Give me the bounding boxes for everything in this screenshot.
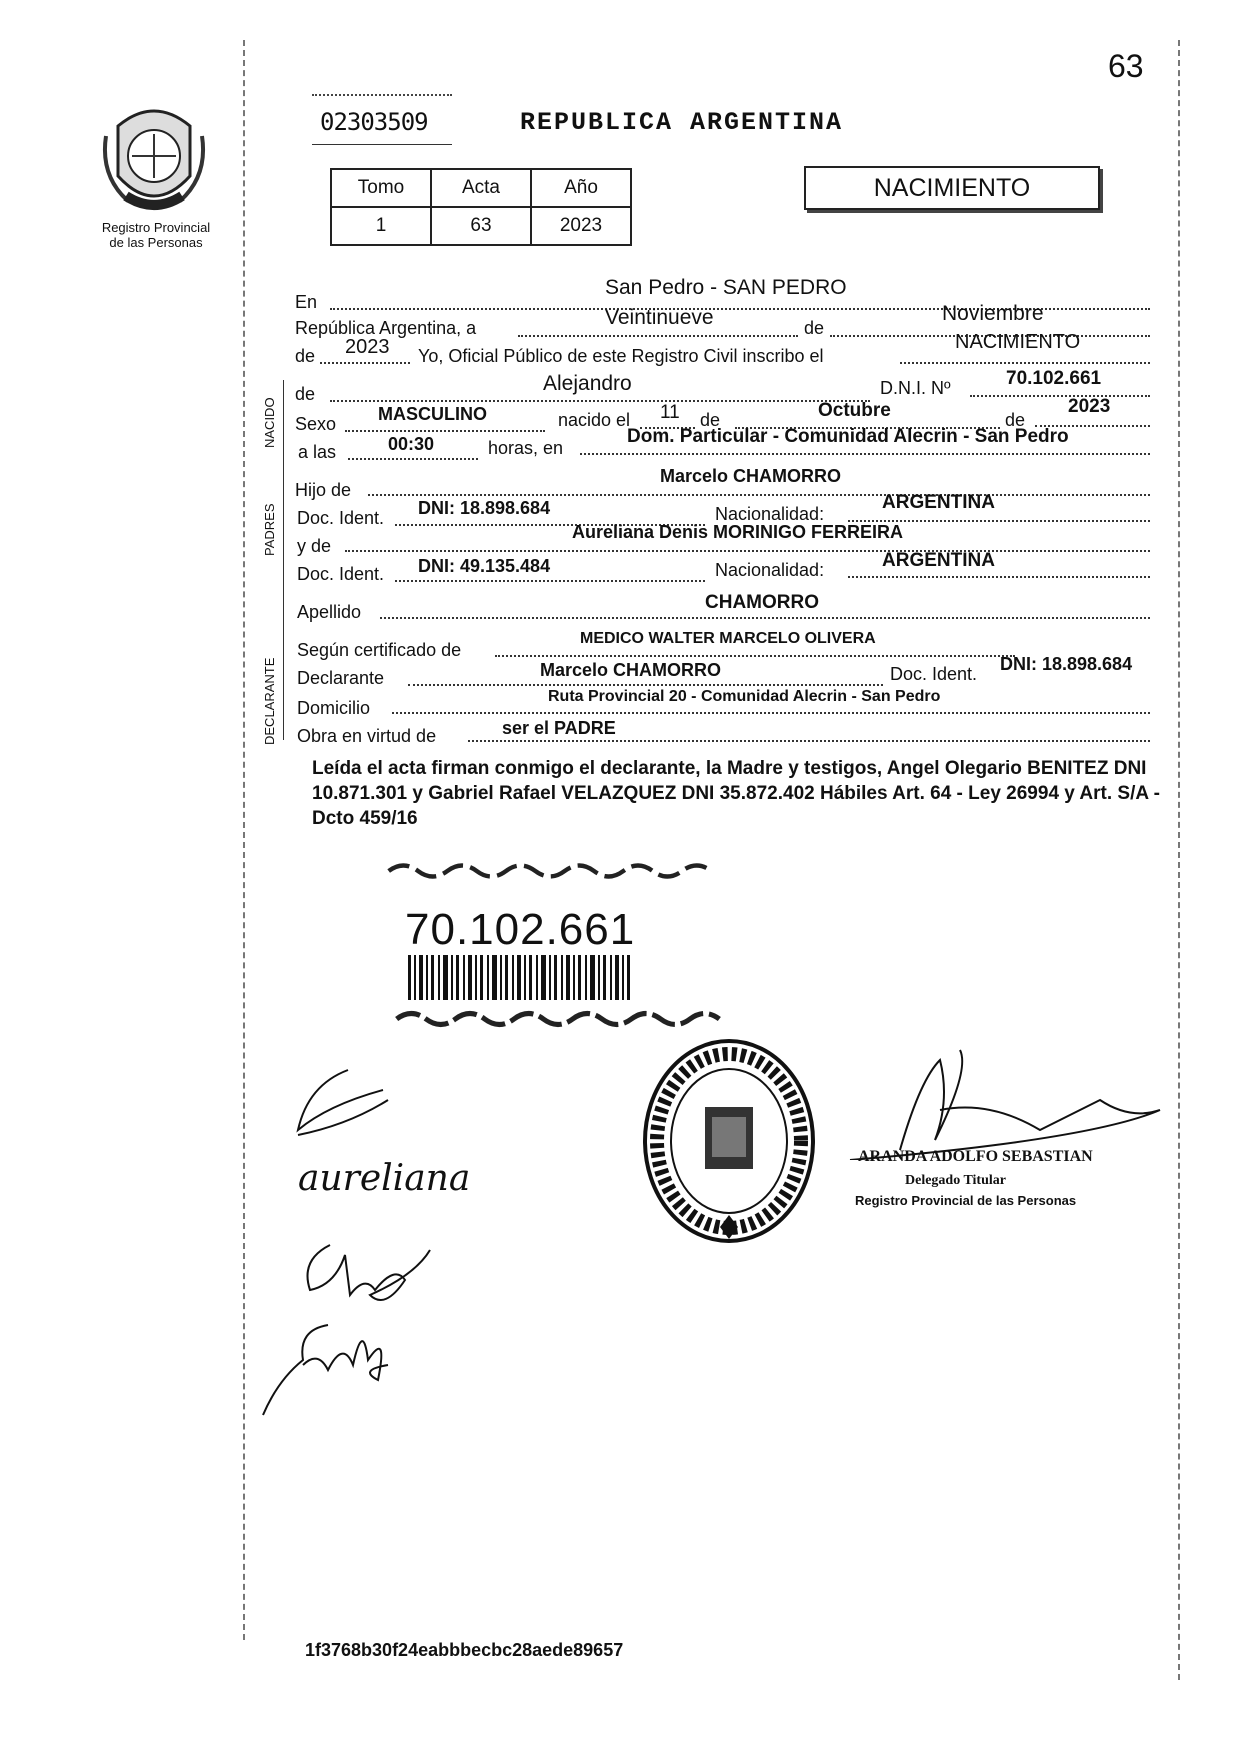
dotted-line [900, 362, 1150, 364]
page-number: 63 [1108, 48, 1144, 84]
witness-signature-1 [295, 1235, 435, 1315]
de-label: de [804, 318, 825, 338]
domicile-value: Ruta Provincial 20 - Comunidad Alecrin - San Pedro [548, 688, 941, 705]
dotted-line [380, 617, 1150, 619]
dotted-line [320, 362, 410, 364]
closing-statement: Leída el acta firman conmigo el declarante, la Madre y testigos, Angel Olegario BENITEZ DNI 10.871.301 y Gabriel Rafael VELAZQUEZ DNI 35.872.402 Hábiles Art. 64 - Ley 26994 y Art. S/A - Dcto 459/16 [312, 758, 1161, 829]
declarante-label: Declarante [297, 668, 385, 688]
doc-ident-label: Doc. Ident. [297, 564, 385, 584]
dotted-line [368, 494, 1150, 496]
doc-ident-label: Doc. Ident. [890, 664, 978, 684]
header-acta: Acta [431, 169, 531, 207]
birth-time-value: 00:30 [388, 434, 435, 454]
side-label-padres: PADRES [262, 503, 277, 556]
obra-label: Obra en virtud de [297, 726, 437, 746]
de-label: de [1005, 410, 1026, 430]
declarant-name-value: Marcelo CHAMORRO [540, 660, 722, 680]
birth-month-value: Octubre [818, 400, 891, 421]
certificado-label: Según certificado de [297, 640, 462, 660]
alas-label: a las [298, 442, 337, 462]
father-nationality-value: ARGENTINA [882, 492, 995, 513]
header-tomo: Tomo [331, 169, 431, 207]
dotted-line [408, 684, 883, 686]
sexo-value: MASCULINO [378, 404, 487, 424]
declarant-dni-value: DNI: 18.898.684 [1000, 654, 1133, 674]
nacido-label: nacido el [558, 410, 631, 430]
dotted-line [392, 712, 1150, 714]
birth-place-value: Dom. Particular - Comunidad Alecrin - San Pedro [627, 426, 1069, 447]
officer-role: Delegado Titular [905, 1173, 1006, 1188]
value-acta: 63 [431, 207, 531, 245]
dotted-line [345, 550, 1150, 552]
dotted-line [348, 458, 478, 460]
father-name-value: Marcelo CHAMORRO [660, 466, 842, 486]
birth-day-value: 11 [660, 402, 680, 423]
apellido-value: CHAMORRO [705, 592, 819, 613]
child-dni-value: 70.102.661 [1006, 368, 1102, 389]
barcode-icon [408, 955, 633, 1000]
table-header-row [331, 169, 631, 207]
dotted-line [345, 430, 545, 432]
serial-decoration [312, 94, 452, 96]
security-wave-bottom [338, 1008, 778, 1030]
obra-value: ser el PADRE [502, 718, 616, 738]
de-label: de [295, 346, 316, 366]
big-dni-number: 70.102.661 [405, 905, 636, 954]
yo-oficial-text: Yo, Oficial Público de este Registro Civil inscribo el [418, 346, 824, 366]
document-hash: 1f3768b30f24eabbbecbc28aede89657 [305, 1640, 624, 1660]
side-label-nacido: NACIDO [262, 397, 277, 448]
sexo-label: Sexo [295, 414, 337, 434]
father-dni-value: DNI: 18.898.684 [418, 498, 551, 518]
officer-name: ARANDA ADOLFO SEBASTIAN [858, 1148, 1093, 1165]
domicilio-label: Domicilio [297, 698, 371, 718]
doc-ident-label: Doc. Ident. [297, 508, 385, 528]
declarant-signature [288, 1065, 398, 1145]
serial-number: 02303509 [320, 108, 428, 136]
month-value: Noviembre [942, 302, 1044, 325]
mother-dni-value: DNI: 49.135.484 [418, 556, 551, 576]
horas-label: horas, en [488, 438, 564, 458]
table-value-row [331, 207, 631, 245]
republica-label: República Argentina, a [295, 318, 477, 338]
dotted-line [495, 655, 1015, 657]
event-value: NACIMIENTO [955, 331, 1081, 353]
dotted-line [580, 453, 1150, 455]
registry-logo-label: Registro Provincial de las Personas [101, 220, 211, 250]
nacionalidad-label: Nacionalidad: [715, 560, 825, 580]
dotted-line [848, 576, 1150, 578]
place-city-value: San Pedro - SAN PEDRO [605, 276, 847, 299]
y-de-label: y de [297, 536, 332, 556]
dotted-line [518, 335, 798, 337]
act-type-box: NACIMIENTO [804, 166, 1100, 210]
year-value: 2023 [345, 336, 390, 358]
header-ano: Año [531, 169, 631, 207]
official-seal-stamp [640, 1035, 818, 1247]
value-ano: 2023 [531, 207, 631, 245]
mother-signature: aureliana [298, 1158, 471, 1199]
witness-signature-2 [258, 1310, 418, 1420]
certificate-value: MEDICO WALTER MARCELO OLIVERA [580, 630, 876, 647]
apellido-label: Apellido [297, 602, 362, 622]
hijo-label: Hijo de [295, 480, 352, 500]
officer-signature-scribble [840, 1040, 1170, 1160]
dotted-line [468, 740, 1150, 742]
officer-office: Registro Provincial de las Personas [855, 1193, 1077, 1208]
serial-underline [312, 144, 452, 145]
side-label-declarante: DECLARANTE [262, 657, 277, 745]
day-value: Veintinueve [605, 306, 714, 329]
left-margin-line [243, 40, 245, 1640]
dotted-line [330, 400, 870, 402]
dotted-line [970, 395, 1150, 397]
child-name-value: Alejandro [543, 372, 632, 395]
de-label: de [700, 410, 721, 430]
dni-label: D.N.I. Nº [880, 378, 951, 398]
tomo-acta-ano-table [330, 168, 632, 246]
right-margin-line [1178, 40, 1180, 1680]
birth-year-value: 2023 [1068, 396, 1111, 417]
nacionalidad-label: Nacionalidad: [715, 504, 825, 524]
mother-nationality-value: ARGENTINA [882, 550, 995, 571]
provincial-coat-of-arms-icon [98, 96, 210, 218]
dotted-line [395, 580, 705, 582]
en-label: En [295, 292, 318, 312]
value-tomo: 1 [331, 207, 431, 245]
security-wave-top [330, 860, 770, 882]
document-title: REPUBLICA ARGENTINA [520, 108, 844, 137]
mother-name-value: Aureliana Denis MORINIGO FERREIRA [572, 522, 904, 542]
side-bracket [283, 380, 284, 740]
de-label: de [295, 384, 316, 404]
